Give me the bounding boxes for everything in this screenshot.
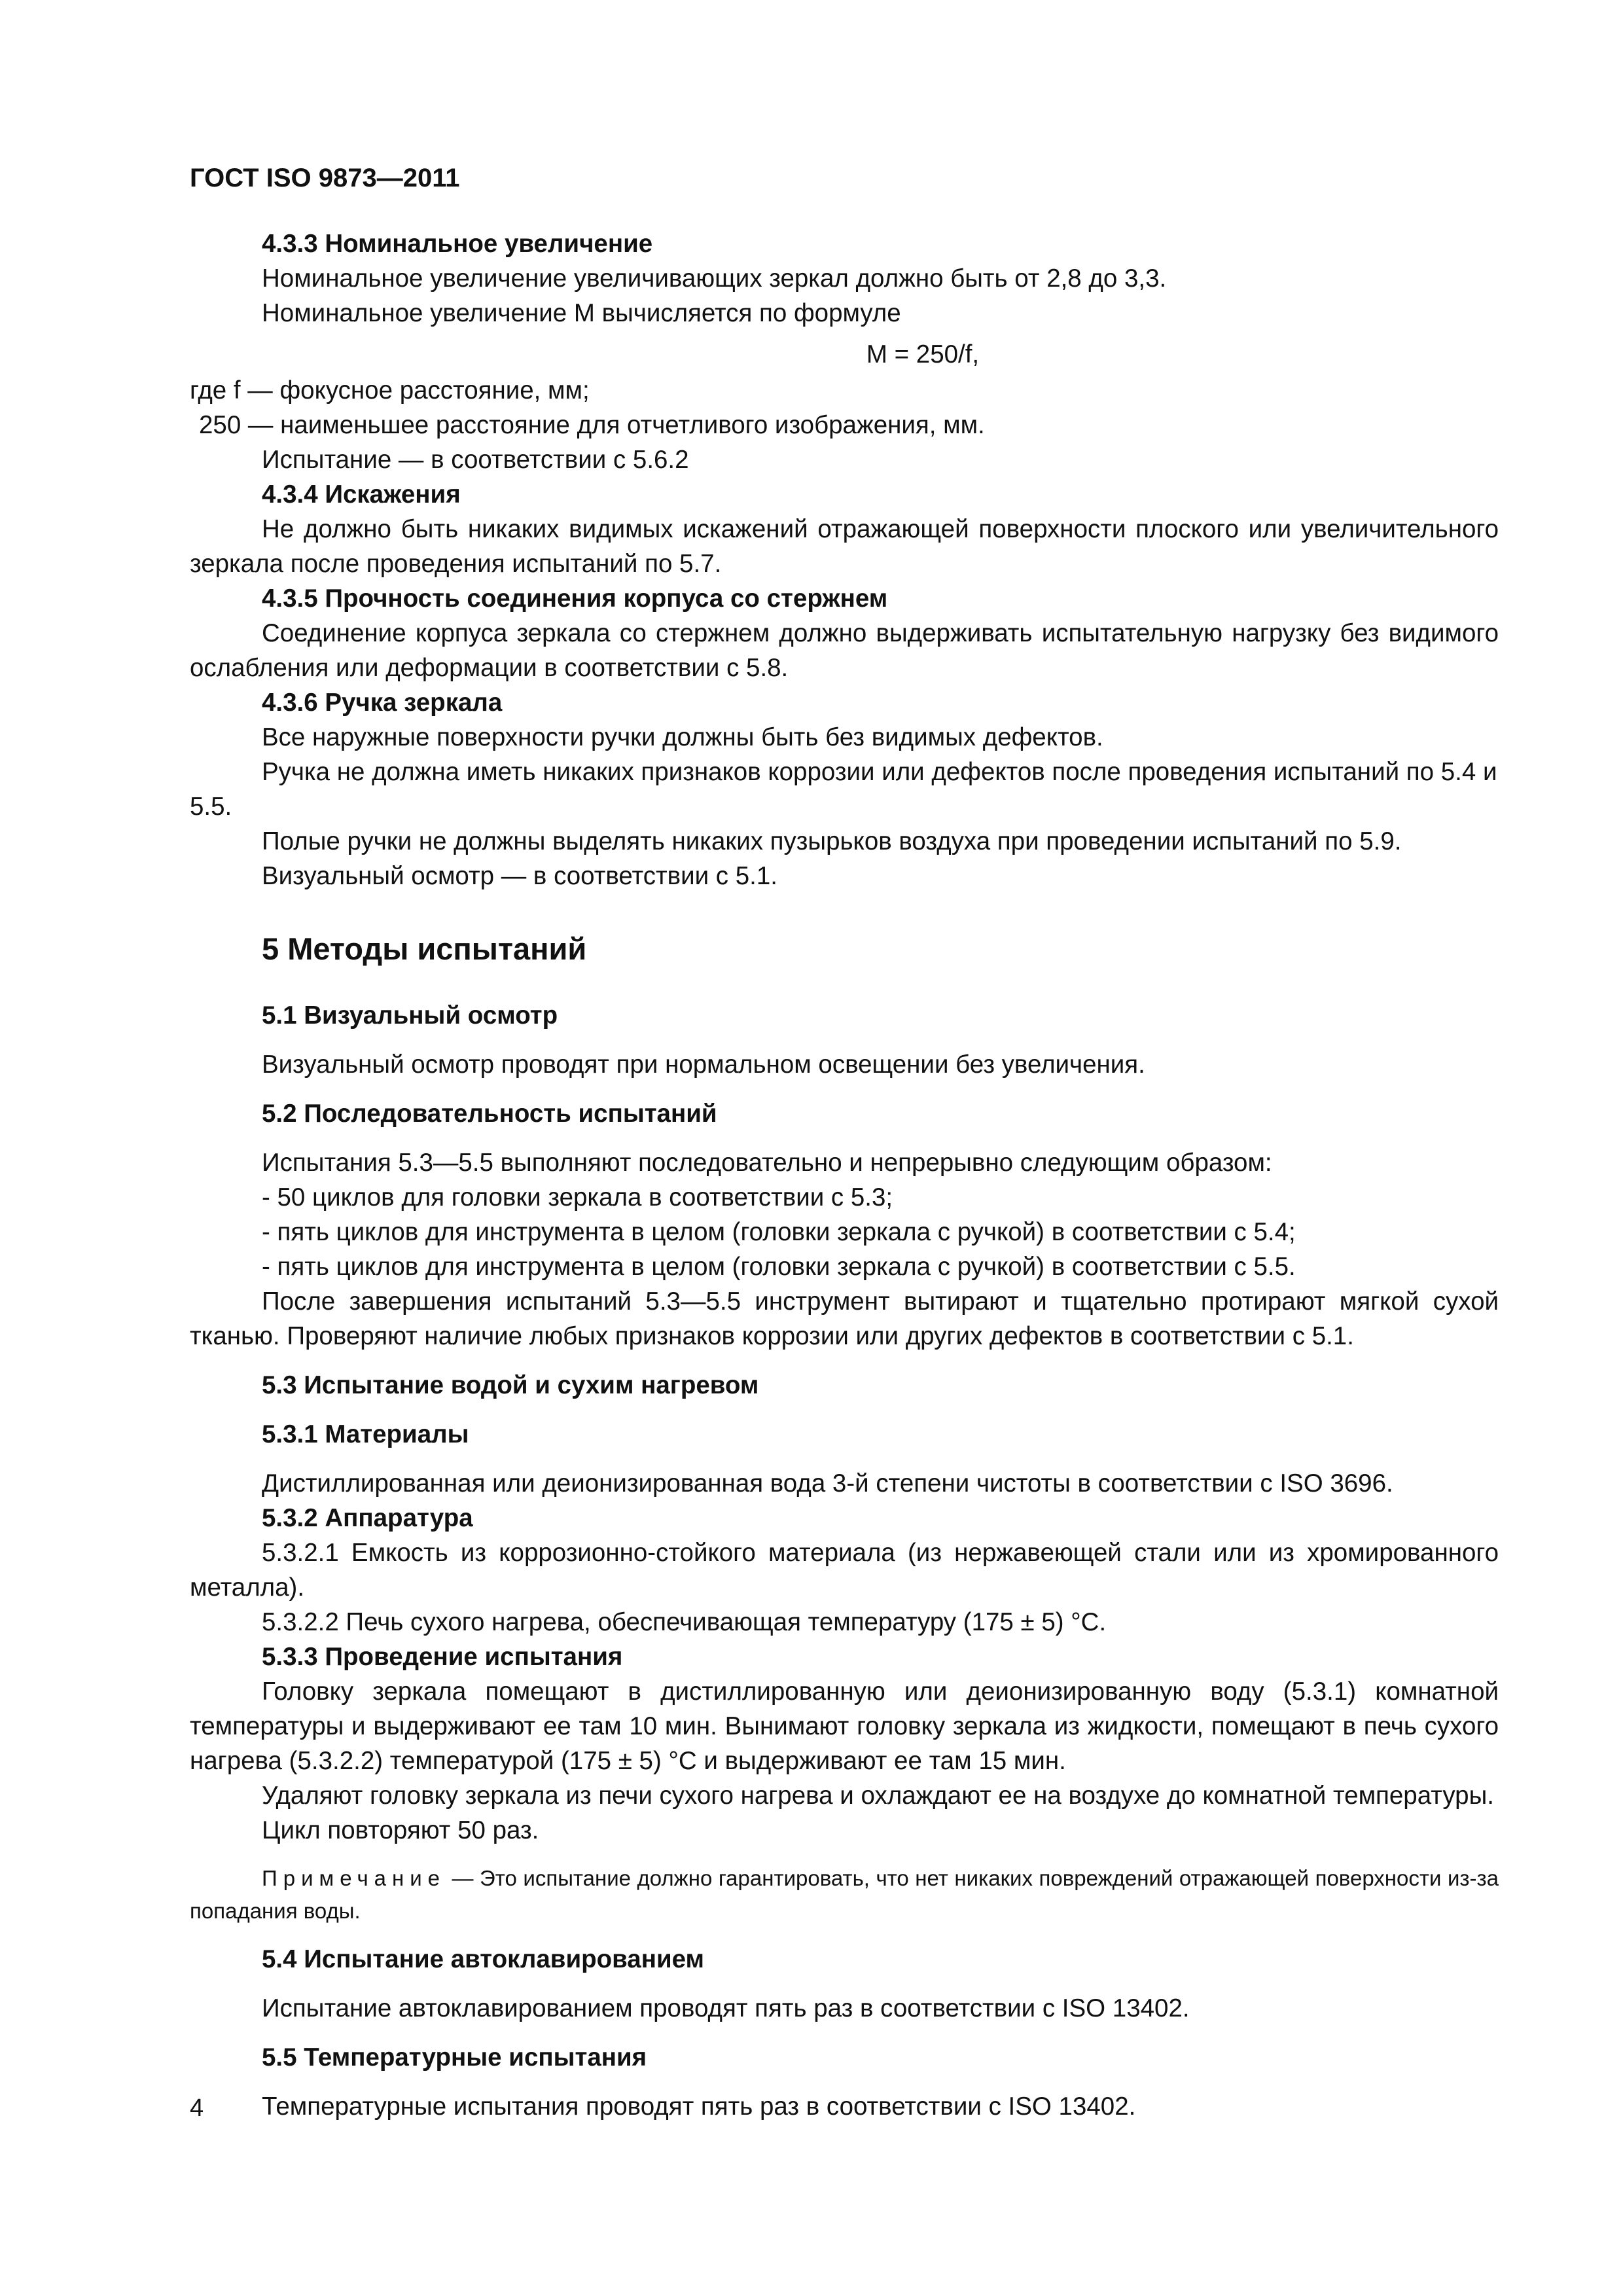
test-sequence-list [190, 1180, 1499, 1284]
document-header: ГОСТ ISO 9873—2011 [190, 164, 460, 192]
document-body [190, 226, 1499, 2124]
paragraph: Визуальный осмотр проводят при нормальном освещении без увеличения. [262, 1050, 1145, 1079]
note-label: Примечание [262, 1866, 446, 1890]
heading-5-5: 5.5 Температурные испытания [262, 2043, 647, 2072]
note [190, 1862, 1499, 1928]
heading-5-1: 5.1 Визуальный осмотр [262, 1001, 558, 1030]
heading-4-3-5: 4.3.5 Прочность соединения корпуса со стержнем [262, 584, 888, 613]
list-item: - 50 циклов для головки зеркала в соответствии с 5.3; [262, 1183, 893, 1211]
paragraph: Не должно быть никаких видимых искажений отражающей поверхности плоского или увеличительного зеркала после проведения испытаний по 5.7. [190, 515, 1499, 578]
note-text: — Это испытание должно гарантировать, что нет никаких повреждений отражающей поверхности из-за попадания воды. [190, 1866, 1499, 1923]
paragraph: Все наружные поверхности ручки должны быть без видимых дефектов. [262, 723, 1103, 751]
heading-4-3-6: 4.3.6 Ручка зеркала [262, 689, 503, 717]
paragraph: Головку зеркала помещают в дистиллированную или деионизированную воду (5.3.1) комнатной температуры и выдерживают ее там 10 мин. Вынимают головку зеркала из жидкости, помещают в печь сухого нагрева (5.3.2.2) температурой (175 ± 5) °С и выдерживают ее там 15 мин. [190, 1677, 1499, 1775]
heading-4-3-3: 4.3.3 Номинальное увеличение [262, 230, 653, 258]
formula-where-2: 250 — наименьшее расстояние для отчетливого изображения, мм. [199, 411, 985, 439]
paragraph: Ручка не должна иметь никаких признаков коррозии или дефектов после проведения испытаний по 5.4 и 5.5. [190, 758, 1497, 821]
paragraph: Температурные испытания проводят пять раз в соответствии с ISO 13402. [262, 2092, 1136, 2121]
paragraph: Номинальное увеличение увеличивающих зеркал должно быть от 2,8 до 3,3. [262, 264, 1167, 293]
paragraph: Дистиллированная или деионизированная вода 3-й степени чистоты в соответствии с ISO 3696. [262, 1469, 1393, 1498]
heading-4-3-4: 4.3.4 Искажения [262, 480, 461, 509]
list-item: - пять циклов для инструмента в целом (головки зеркала с ручкой) в соответствии с 5.4; [262, 1218, 1296, 1246]
paragraph: Испытание автоклавированием проводят пять раз в соответствии с ISO 13402. [262, 1994, 1190, 2022]
heading-5-4: 5.4 Испытание автоклавированием [262, 1945, 705, 1973]
paragraph: 5.3.2.2 Печь сухого нагрева, обеспечивающая температуру (175 ± 5) °С. [262, 1608, 1107, 1636]
paragraph: Полые ручки не должны выделять никаких пузырьков воздуха при проведении испытаний по 5.9. [262, 827, 1402, 855]
heading-5-2: 5.2 Последовательность испытаний [262, 1100, 717, 1128]
heading-5-3-1: 5.3.1 Материалы [262, 1420, 469, 1448]
heading-5-3-3: 5.3.3 Проведение испытания [262, 1643, 623, 1671]
paragraph: После завершения испытаний 5.3—5.5 инструмент вытирают и тщательно протирают мягкой сухой тканью. Проверяют наличие любых признаков коррозии или других дефектов в соответствии с 5.1. [190, 1287, 1499, 1350]
paragraph: Испытание — в соответствии с 5.6.2 [262, 446, 689, 474]
section-5-heading: 5 Методы испытаний [262, 931, 587, 966]
paragraph: Испытания 5.3—5.5 выполняют последовательно и непрерывно следующим образом: [262, 1149, 1272, 1177]
paragraph: Визуальный осмотр — в соответствии с 5.1. [262, 862, 777, 890]
paragraph: Удаляют головку зеркала из печи сухого нагрева и охлаждают ее на воздухе до комнатной температуры. [262, 1782, 1494, 1810]
formula: M = 250/f, [866, 340, 980, 368]
heading-5-3-2: 5.3.2 Аппаратура [262, 1504, 473, 1532]
paragraph: Номинальное увеличение M вычисляется по формуле [262, 299, 901, 327]
formula-where-1: где f — фокусное расстояние, мм; [190, 376, 590, 404]
paragraph: Цикл повторяют 50 раз. [262, 1816, 539, 1844]
heading-5-3: 5.3 Испытание водой и сухим нагревом [262, 1371, 759, 1399]
paragraph: Соединение корпуса зеркала со стержнем должно выдерживать испытательную нагрузку без видимого ослабления или деформации в соответствии с 5.8. [190, 619, 1499, 682]
list-item: - пять циклов для инструмента в целом (головки зеркала с ручкой) в соответствии с 5.5. [262, 1253, 1296, 1281]
paragraph: 5.3.2.1 Емкость из коррозионно-стойкого материала (из нержавеющей стали или из хромированного металла). [190, 1539, 1499, 1602]
page-number: 4 [190, 2094, 204, 2122]
